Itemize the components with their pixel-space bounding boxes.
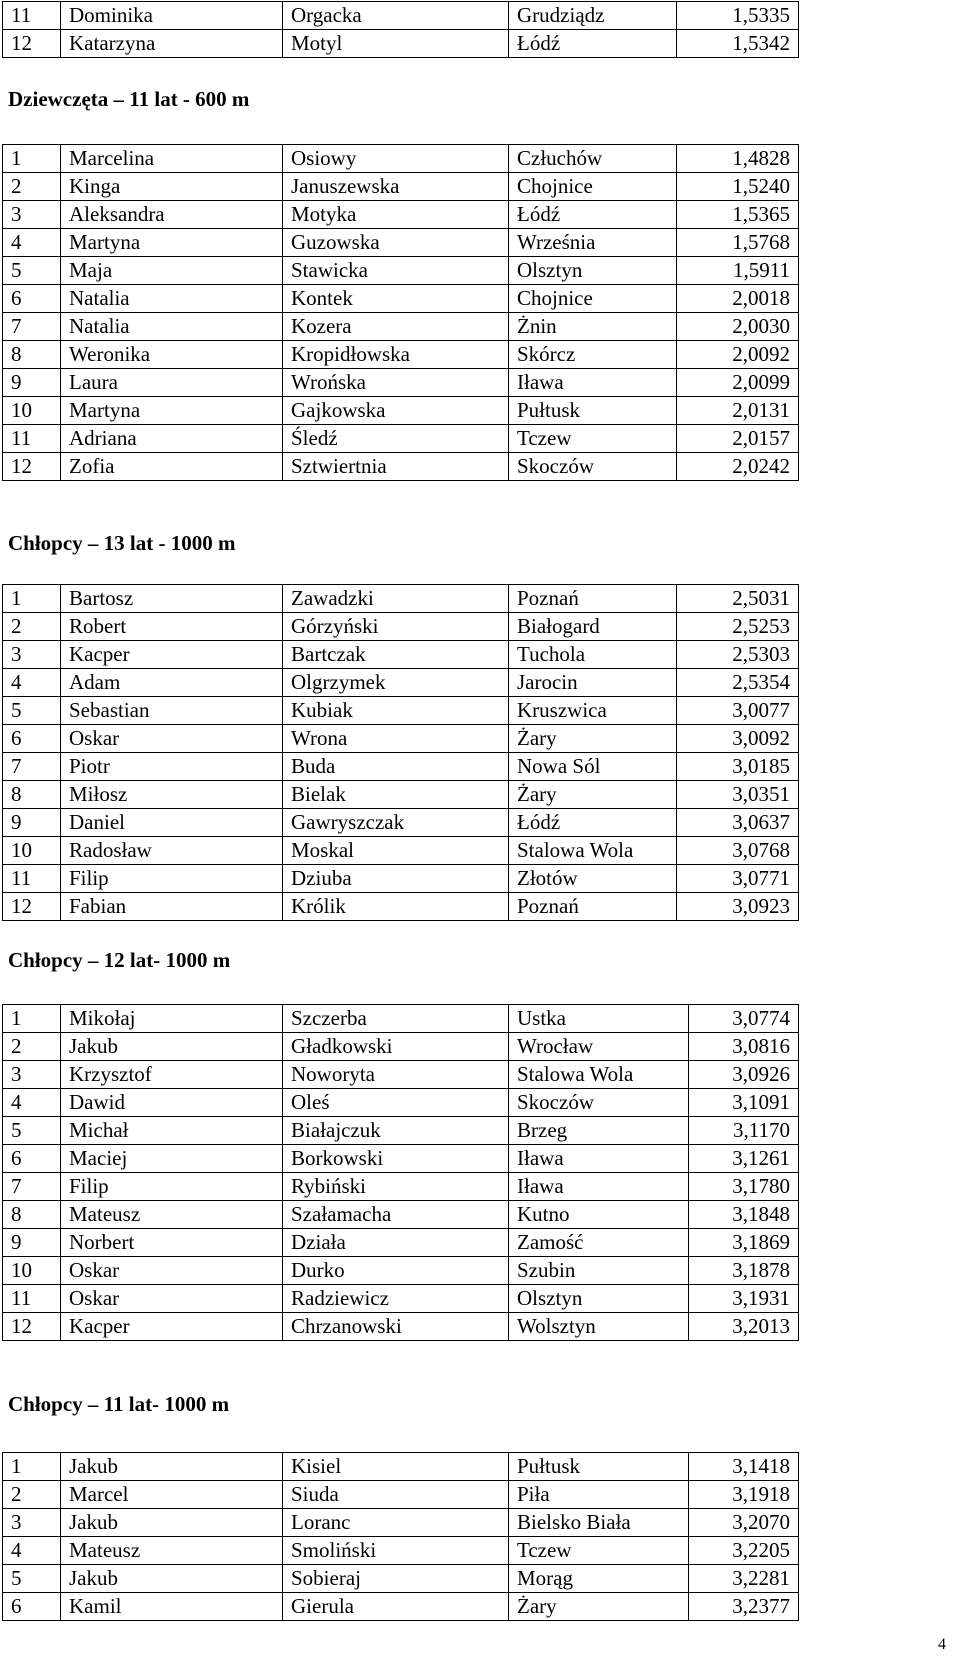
cell-place: 6 <box>3 1593 61 1621</box>
cell-last-name: Dziuba <box>283 865 509 893</box>
cell-time: 2,0099 <box>677 369 799 397</box>
cell-time: 2,0157 <box>677 425 799 453</box>
cell-last-name: Moskal <box>283 837 509 865</box>
cell-time: 3,1261 <box>689 1145 799 1173</box>
table-body <box>3 2 799 58</box>
table-row <box>3 1257 799 1285</box>
table-row <box>3 809 799 837</box>
cell-city: Tczew <box>509 1537 689 1565</box>
cell-time: 3,2281 <box>689 1565 799 1593</box>
cell-first-name: Natalia <box>61 313 283 341</box>
cell-first-name: Oskar <box>61 1257 283 1285</box>
cell-place: 4 <box>3 1537 61 1565</box>
cell-first-name: Dominika <box>61 2 283 30</box>
cell-place: 8 <box>3 341 61 369</box>
cell-first-name: Piotr <box>61 753 283 781</box>
cell-place: 6 <box>3 725 61 753</box>
cell-first-name: Maja <box>61 257 283 285</box>
cell-first-name: Laura <box>61 369 283 397</box>
cell-city: Piła <box>509 1481 689 1509</box>
cell-first-name: Zofia <box>61 453 283 481</box>
cell-place: 12 <box>3 453 61 481</box>
table-row <box>3 1453 799 1481</box>
cell-first-name: Filip <box>61 865 283 893</box>
results-table-continuation <box>2 1 799 58</box>
cell-last-name: Osiowy <box>283 145 509 173</box>
table-row <box>3 425 799 453</box>
cell-city: Iława <box>509 1145 689 1173</box>
cell-first-name: Adam <box>61 669 283 697</box>
table-row <box>3 781 799 809</box>
cell-place: 1 <box>3 585 61 613</box>
cell-place: 5 <box>3 1565 61 1593</box>
cell-city: Skoczów <box>509 453 677 481</box>
cell-time: 2,0242 <box>677 453 799 481</box>
table-row <box>3 229 799 257</box>
cell-first-name: Robert <box>61 613 283 641</box>
cell-last-name: Durko <box>283 1257 509 1285</box>
cell-first-name: Fabian <box>61 893 283 921</box>
cell-time: 3,1170 <box>689 1117 799 1145</box>
cell-time: 1,4828 <box>677 145 799 173</box>
cell-place: 6 <box>3 285 61 313</box>
table-row <box>3 2 799 30</box>
cell-first-name: Sebastian <box>61 697 283 725</box>
table-row <box>3 313 799 341</box>
cell-first-name: Natalia <box>61 285 283 313</box>
cell-last-name: Szałamacha <box>283 1201 509 1229</box>
cell-last-name: Śledź <box>283 425 509 453</box>
cell-last-name: Sobieraj <box>283 1565 509 1593</box>
cell-place: 2 <box>3 173 61 201</box>
cell-first-name: Daniel <box>61 809 283 837</box>
results-table-boys-11 <box>2 1452 799 1621</box>
cell-time: 1,5335 <box>677 2 799 30</box>
cell-place: 12 <box>3 1313 61 1341</box>
cell-last-name: Motyka <box>283 201 509 229</box>
table-row <box>3 285 799 313</box>
cell-first-name: Kacper <box>61 641 283 669</box>
cell-time: 3,0926 <box>689 1061 799 1089</box>
table-row <box>3 1089 799 1117</box>
cell-city: Żary <box>509 725 677 753</box>
cell-time: 2,5253 <box>677 613 799 641</box>
cell-time: 1,5911 <box>677 257 799 285</box>
table-row <box>3 1285 799 1313</box>
cell-place: 7 <box>3 753 61 781</box>
cell-place: 3 <box>3 1509 61 1537</box>
cell-place: 7 <box>3 1173 61 1201</box>
cell-last-name: Kropidłowska <box>283 341 509 369</box>
cell-time: 3,2377 <box>689 1593 799 1621</box>
cell-first-name: Jakub <box>61 1453 283 1481</box>
cell-time: 3,0077 <box>677 697 799 725</box>
section-heading-boys-11: Chłopcy – 11 lat- 1000 m <box>8 1392 230 1416</box>
cell-first-name: Michał <box>61 1117 283 1145</box>
cell-place: 1 <box>3 1453 61 1481</box>
cell-time: 3,1091 <box>689 1089 799 1117</box>
table-row <box>3 865 799 893</box>
cell-time: 3,0637 <box>677 809 799 837</box>
cell-last-name: Gawryszczak <box>283 809 509 837</box>
cell-first-name: Maciej <box>61 1145 283 1173</box>
cell-place: 10 <box>3 1257 61 1285</box>
cell-first-name: Dawid <box>61 1089 283 1117</box>
cell-city: Kruszwica <box>509 697 677 725</box>
cell-last-name: Smoliński <box>283 1537 509 1565</box>
table-row <box>3 1173 799 1201</box>
table-row <box>3 1229 799 1257</box>
cell-city: Łódź <box>509 30 677 58</box>
cell-city: Żary <box>509 1593 689 1621</box>
cell-time: 3,0768 <box>677 837 799 865</box>
cell-place: 1 <box>3 145 61 173</box>
cell-time: 3,0185 <box>677 753 799 781</box>
cell-city: Łódź <box>509 809 677 837</box>
cell-city: Poznań <box>509 893 677 921</box>
table-row <box>3 1145 799 1173</box>
table-row <box>3 893 799 921</box>
cell-first-name: Marcel <box>61 1481 283 1509</box>
cell-time: 2,5354 <box>677 669 799 697</box>
table-row <box>3 1509 799 1537</box>
cell-place: 5 <box>3 257 61 285</box>
cell-place: 5 <box>3 697 61 725</box>
cell-time: 2,0030 <box>677 313 799 341</box>
cell-last-name: Białajczuk <box>283 1117 509 1145</box>
cell-city: Bielsko Biała <box>509 1509 689 1537</box>
table-row <box>3 1005 799 1033</box>
cell-first-name: Mateusz <box>61 1537 283 1565</box>
cell-last-name: Motyl <box>283 30 509 58</box>
cell-first-name: Oskar <box>61 1285 283 1313</box>
cell-city: Żnin <box>509 313 677 341</box>
cell-city: Stalowa Wola <box>509 1061 689 1089</box>
cell-last-name: Wrona <box>283 725 509 753</box>
cell-time: 3,0816 <box>689 1033 799 1061</box>
cell-city: Stalowa Wola <box>509 837 677 865</box>
cell-last-name: Kozera <box>283 313 509 341</box>
cell-first-name: Bartosz <box>61 585 283 613</box>
table-row <box>3 257 799 285</box>
cell-first-name: Martyna <box>61 229 283 257</box>
cell-city: Chojnice <box>509 285 677 313</box>
cell-first-name: Miłosz <box>61 781 283 809</box>
cell-city: Morąg <box>509 1565 689 1593</box>
cell-place: 3 <box>3 641 61 669</box>
cell-last-name: Radziewicz <box>283 1285 509 1313</box>
cell-city: Wrocław <box>509 1033 689 1061</box>
section-heading-girls-11: Dziewczęta – 11 lat - 600 m <box>8 87 250 111</box>
table-row <box>3 1537 799 1565</box>
table-row <box>3 641 799 669</box>
section-heading-boys-12: Chłopcy – 12 lat- 1000 m <box>8 948 231 972</box>
cell-time: 3,0351 <box>677 781 799 809</box>
cell-first-name: Martyna <box>61 397 283 425</box>
cell-place: 6 <box>3 1145 61 1173</box>
cell-last-name: Wrońska <box>283 369 509 397</box>
cell-city: Iława <box>509 369 677 397</box>
cell-place: 7 <box>3 313 61 341</box>
cell-first-name: Oskar <box>61 725 283 753</box>
table-body <box>3 585 799 921</box>
cell-first-name: Krzysztof <box>61 1061 283 1089</box>
table-row <box>3 837 799 865</box>
cell-time: 3,1918 <box>689 1481 799 1509</box>
cell-time: 1,5240 <box>677 173 799 201</box>
table-row <box>3 30 799 58</box>
cell-time: 2,0131 <box>677 397 799 425</box>
table-row <box>3 1033 799 1061</box>
cell-city: Nowa Sól <box>509 753 677 781</box>
cell-place: 9 <box>3 809 61 837</box>
cell-city: Tczew <box>509 425 677 453</box>
cell-time: 3,0771 <box>677 865 799 893</box>
cell-time: 1,5768 <box>677 229 799 257</box>
cell-city: Jarocin <box>509 669 677 697</box>
cell-first-name: Aleksandra <box>61 201 283 229</box>
cell-first-name: Mikołaj <box>61 1005 283 1033</box>
cell-last-name: Januszewska <box>283 173 509 201</box>
table-row <box>3 341 799 369</box>
cell-first-name: Kacper <box>61 1313 283 1341</box>
cell-place: 9 <box>3 369 61 397</box>
cell-first-name: Katarzyna <box>61 30 283 58</box>
cell-last-name: Gładkowski <box>283 1033 509 1061</box>
cell-city: Pułtusk <box>509 1453 689 1481</box>
cell-last-name: Oleś <box>283 1089 509 1117</box>
table-row <box>3 1201 799 1229</box>
cell-place: 2 <box>3 1481 61 1509</box>
cell-first-name: Jakub <box>61 1565 283 1593</box>
cell-time: 2,0018 <box>677 285 799 313</box>
results-table-boys-12 <box>2 1004 799 1341</box>
cell-last-name: Rybiński <box>283 1173 509 1201</box>
cell-last-name: Bielak <box>283 781 509 809</box>
cell-last-name: Bartczak <box>283 641 509 669</box>
cell-last-name: Buda <box>283 753 509 781</box>
cell-city: Pułtusk <box>509 397 677 425</box>
table-row <box>3 1481 799 1509</box>
cell-place: 11 <box>3 865 61 893</box>
cell-place: 3 <box>3 201 61 229</box>
cell-city: Tuchola <box>509 641 677 669</box>
table-row <box>3 453 799 481</box>
table-row <box>3 1117 799 1145</box>
cell-last-name: Noworyta <box>283 1061 509 1089</box>
table-row <box>3 201 799 229</box>
cell-time: 3,2205 <box>689 1537 799 1565</box>
table-body <box>3 1005 799 1341</box>
cell-time: 3,1869 <box>689 1229 799 1257</box>
cell-first-name: Radosław <box>61 837 283 865</box>
cell-place: 1 <box>3 1005 61 1033</box>
cell-time: 3,0923 <box>677 893 799 921</box>
cell-time: 2,0092 <box>677 341 799 369</box>
cell-time: 3,2013 <box>689 1313 799 1341</box>
cell-first-name: Weronika <box>61 341 283 369</box>
cell-city: Zamość <box>509 1229 689 1257</box>
cell-first-name: Filip <box>61 1173 283 1201</box>
cell-city: Wolsztyn <box>509 1313 689 1341</box>
cell-city: Skórcz <box>509 341 677 369</box>
cell-last-name: Szczerba <box>283 1005 509 1033</box>
table-body <box>3 1453 799 1621</box>
table-body <box>3 145 799 481</box>
cell-last-name: Stawicka <box>283 257 509 285</box>
table-row <box>3 1565 799 1593</box>
cell-place: 4 <box>3 229 61 257</box>
table-row <box>3 669 799 697</box>
cell-first-name: Kinga <box>61 173 283 201</box>
table-row <box>3 1061 799 1089</box>
cell-place: 12 <box>3 30 61 58</box>
results-table-boys-13 <box>2 584 799 921</box>
page-number: 4 <box>938 1636 946 1653</box>
cell-place: 10 <box>3 837 61 865</box>
cell-city: Kutno <box>509 1201 689 1229</box>
cell-time: 2,5031 <box>677 585 799 613</box>
cell-time: 3,0092 <box>677 725 799 753</box>
cell-time: 3,0774 <box>689 1005 799 1033</box>
table-row <box>3 1313 799 1341</box>
section-heading-boys-13: Chłopcy – 13 lat - 1000 m <box>8 531 236 555</box>
cell-place: 10 <box>3 397 61 425</box>
cell-place: 3 <box>3 1061 61 1089</box>
cell-place: 8 <box>3 781 61 809</box>
cell-city: Żary <box>509 781 677 809</box>
cell-time: 3,1418 <box>689 1453 799 1481</box>
cell-last-name: Kontek <box>283 285 509 313</box>
cell-last-name: Zawadzki <box>283 585 509 613</box>
cell-place: 11 <box>3 425 61 453</box>
cell-last-name: Kisiel <box>283 1453 509 1481</box>
cell-last-name: Orgacka <box>283 2 509 30</box>
cell-first-name: Marcelina <box>61 145 283 173</box>
table-row <box>3 369 799 397</box>
cell-time: 3,1780 <box>689 1173 799 1201</box>
cell-last-name: Górzyński <box>283 613 509 641</box>
cell-last-name: Sztwiertnia <box>283 453 509 481</box>
table-row <box>3 697 799 725</box>
cell-last-name: Królik <box>283 893 509 921</box>
table-row <box>3 585 799 613</box>
cell-city: Białogard <box>509 613 677 641</box>
cell-first-name: Norbert <box>61 1229 283 1257</box>
cell-last-name: Działa <box>283 1229 509 1257</box>
cell-city: Złotów <box>509 865 677 893</box>
results-table-girls-11 <box>2 144 799 481</box>
table-row <box>3 173 799 201</box>
cell-last-name: Guzowska <box>283 229 509 257</box>
cell-place: 2 <box>3 613 61 641</box>
table-row <box>3 725 799 753</box>
cell-place: 4 <box>3 669 61 697</box>
cell-place: 11 <box>3 1285 61 1313</box>
cell-city: Człuchów <box>509 145 677 173</box>
table-row <box>3 397 799 425</box>
cell-time: 1,5342 <box>677 30 799 58</box>
cell-time: 3,2070 <box>689 1509 799 1537</box>
cell-time: 1,5365 <box>677 201 799 229</box>
cell-city: Grudziądz <box>509 2 677 30</box>
cell-place: 9 <box>3 1229 61 1257</box>
cell-place: 4 <box>3 1089 61 1117</box>
cell-city: Skoczów <box>509 1089 689 1117</box>
cell-place: 2 <box>3 1033 61 1061</box>
cell-city: Olsztyn <box>509 1285 689 1313</box>
cell-place: 12 <box>3 893 61 921</box>
cell-city: Brzeg <box>509 1117 689 1145</box>
cell-last-name: Chrzanowski <box>283 1313 509 1341</box>
cell-last-name: Kubiak <box>283 697 509 725</box>
table-row <box>3 145 799 173</box>
cell-last-name: Borkowski <box>283 1145 509 1173</box>
cell-time: 2,5303 <box>677 641 799 669</box>
cell-time: 3,1931 <box>689 1285 799 1313</box>
cell-first-name: Mateusz <box>61 1201 283 1229</box>
cell-city: Poznań <box>509 585 677 613</box>
cell-place: 8 <box>3 1201 61 1229</box>
cell-last-name: Gajkowska <box>283 397 509 425</box>
cell-first-name: Kamil <box>61 1593 283 1621</box>
cell-time: 3,1878 <box>689 1257 799 1285</box>
cell-city: Chojnice <box>509 173 677 201</box>
cell-city: Iława <box>509 1173 689 1201</box>
cell-last-name: Loranc <box>283 1509 509 1537</box>
cell-last-name: Olgrzymek <box>283 669 509 697</box>
table-row <box>3 753 799 781</box>
table-row <box>3 1593 799 1621</box>
cell-city: Ustka <box>509 1005 689 1033</box>
table-row <box>3 613 799 641</box>
cell-city: Łódź <box>509 201 677 229</box>
cell-city: Września <box>509 229 677 257</box>
cell-first-name: Jakub <box>61 1033 283 1061</box>
cell-first-name: Jakub <box>61 1509 283 1537</box>
cell-last-name: Siuda <box>283 1481 509 1509</box>
cell-time: 3,1848 <box>689 1201 799 1229</box>
cell-place: 5 <box>3 1117 61 1145</box>
cell-last-name: Gierula <box>283 1593 509 1621</box>
cell-first-name: Adriana <box>61 425 283 453</box>
cell-place: 11 <box>3 2 61 30</box>
cell-city: Olsztyn <box>509 257 677 285</box>
cell-city: Szubin <box>509 1257 689 1285</box>
